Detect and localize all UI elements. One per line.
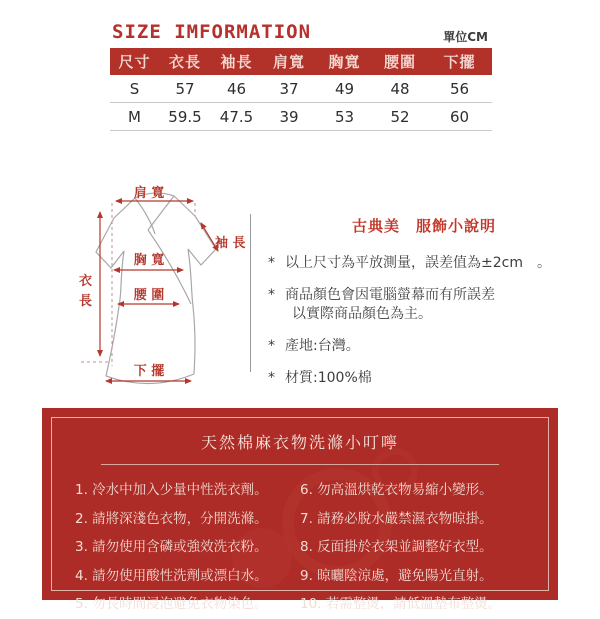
note-bullet: * xyxy=(268,370,275,386)
table-cell: 56 xyxy=(449,79,470,98)
header-cell-sleeve: 袖長 xyxy=(220,53,253,71)
table-cell: 49 xyxy=(334,79,355,98)
table-cell: S xyxy=(129,79,140,98)
table-cell: 53 xyxy=(334,107,355,126)
size-table-header-row xyxy=(110,48,492,75)
washing-item: 9. 晾曬陰涼處，避免陽光直射。 xyxy=(300,567,493,584)
note-bullet: * xyxy=(268,338,275,354)
notes-title: 古典美 服飾小說明 xyxy=(351,217,496,235)
header-cell-length: 衣長 xyxy=(168,53,201,71)
size-section-title: SIZE IMFORMATION xyxy=(112,21,312,43)
note-text: 以實際商品顏色為主。 xyxy=(292,306,432,322)
note-text: 以上尺寸為平放測量，誤差值為±2cm 。 xyxy=(285,255,551,271)
size-table xyxy=(110,48,492,131)
washing-title-divider xyxy=(101,464,499,465)
unit-label: 單位CM xyxy=(443,30,488,44)
table-cell: 52 xyxy=(390,107,410,126)
note-text: 材質:100%棉 xyxy=(285,370,372,386)
washing-item: 4. 請勿使用酸性洗劑或漂白水。 xyxy=(75,567,268,584)
table-row-m xyxy=(110,103,492,131)
table-cell: 57 xyxy=(175,79,195,98)
note-item xyxy=(268,254,580,273)
washing-list-right xyxy=(300,476,525,619)
label-waist: 腰 圍 xyxy=(133,288,165,303)
washing-tips-box xyxy=(42,408,558,612)
note-bullet: * xyxy=(268,255,275,271)
label-sleeve-length: 袖 長 xyxy=(215,236,246,251)
table-cell: 39 xyxy=(279,107,299,126)
washing-item: 2. 請將深淺色衣物，分開洗滌。 xyxy=(75,510,268,527)
washing-item: 10. 若需整燙，請低溫墊布整燙。 xyxy=(300,596,502,612)
guide-dashed-lines xyxy=(81,203,195,366)
table-cell: 59.5 xyxy=(168,107,202,126)
note-item xyxy=(268,369,580,388)
label-garment-length-2: 長 xyxy=(79,294,93,309)
washing-item: 6. 勿高溫烘乾衣物易縮小變形。 xyxy=(300,482,493,498)
vertical-divider xyxy=(250,214,251,372)
label-shoulder-width: 肩 寬 xyxy=(133,186,165,201)
table-cell: 37 xyxy=(279,79,299,98)
note-bullet: * xyxy=(268,287,275,303)
washing-tips-title: 天然棉麻衣物洗滌小叮嚀 xyxy=(200,433,399,452)
washing-item: 3. 請勿使用含磷或強效洗衣粉。 xyxy=(75,539,268,555)
table-cell: 60 xyxy=(449,107,470,126)
label-garment-length-1: 衣 xyxy=(79,274,93,289)
washing-item: 1. 冷水中加入少量中性洗衣劑。 xyxy=(75,482,268,498)
notes-panel xyxy=(268,215,580,401)
table-row-s xyxy=(110,75,492,103)
header-cell-shoulder: 肩寬 xyxy=(272,53,305,71)
shirt-measurement-diagram xyxy=(45,186,245,394)
washing-item: 8. 反面掛於衣架並調整好衣型。 xyxy=(300,539,493,555)
washing-list-left xyxy=(75,476,300,619)
table-cell: 46 xyxy=(226,79,247,98)
note-text: 產地:台灣。 xyxy=(285,338,360,354)
header-cell-waist: 腰圍 xyxy=(383,53,416,71)
table-cell: 48 xyxy=(390,79,410,98)
header-cell-hem: 下擺 xyxy=(443,53,476,71)
header-cell-size: 尺寸 xyxy=(118,53,151,71)
washing-item: 7. 請務必脫水嚴禁濕衣物晾掛。 xyxy=(300,510,493,527)
label-hem: 下 擺 xyxy=(133,364,165,379)
table-cell: 47.5 xyxy=(219,107,254,126)
header-cell-chest: 胸寬 xyxy=(328,53,361,71)
note-item xyxy=(268,337,580,356)
table-cell: M xyxy=(128,107,141,126)
note-item xyxy=(268,286,580,324)
label-chest-width: 胸 寬 xyxy=(133,253,165,268)
note-text: 商品顏色會因電腦螢幕而有所誤差 xyxy=(285,287,495,303)
washing-item: 5. 勿長時間浸泡避免衣物染色。 xyxy=(75,596,268,612)
